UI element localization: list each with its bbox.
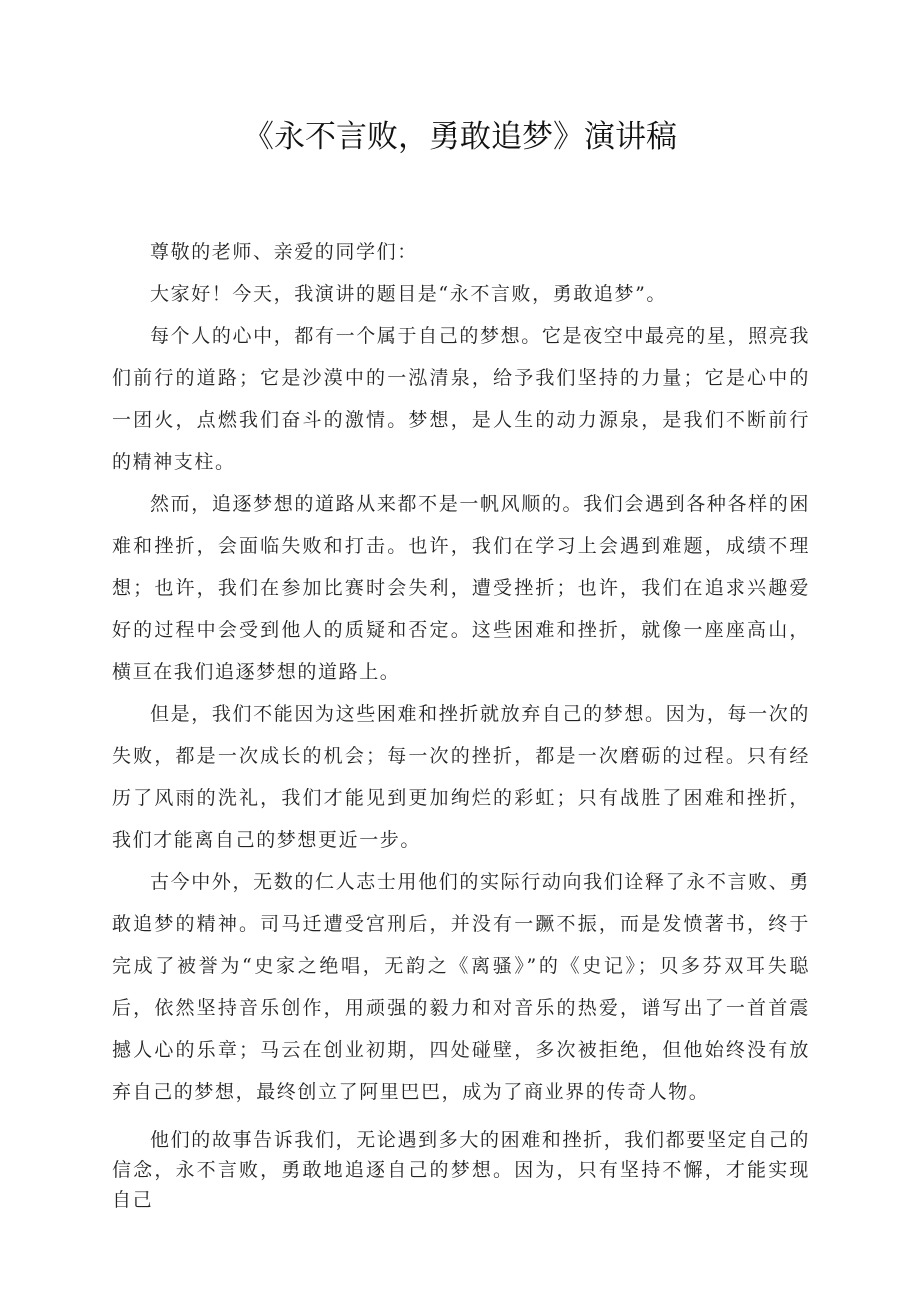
paragraph-difficulties: 然而，追逐梦想的道路从来都不是一帆风顺的。我们会遇到各种各样的困难和挫折，会面临失败和打击。也许，我们在学习上会遇到难题，成绩不理想；也许，我们在参加比赛时会失利，遭受挫折；也许，我们在追求兴趣爱好的过程中会受到他人的质疑和否定。这些困难和挫折，就像一座座高山，横亘在我们追逐梦想的道路上。 xyxy=(112,493,810,683)
paragraph-greeting: 大家好！今天，我演讲的题目是“永不言败，勇敢追梦”。 xyxy=(150,283,668,305)
paragraph-conclusion: 他们的故事告诉我们，无论遇到多大的困难和挫折，我们都要坚定自己的信念，永不言败，勇敢地追逐自己的梦想。因为，只有坚持不懈，才能实现自己 xyxy=(112,1129,810,1211)
paragraph-never-give-up: 但是，我们不能因为这些困难和挫折就放弃自己的梦想。因为，每一次的失败，都是一次成长的机会；每一次的挫折，都是一次磨砺的过程。只有经历了风雨的洗礼，我们才能见到更加绚烂的彩虹；只有战胜了困难和挫折，我们才能离自己的梦想更近一步。 xyxy=(112,703,810,851)
document-title: 《永不言败，勇敢追梦》演讲稿 xyxy=(243,119,677,155)
document-body xyxy=(112,231,810,1215)
paragraph-examples: 古今中外，无数的仁人志士用他们的实际行动向我们诠释了永不言败、勇敢追梦的精神。司马迁遭受宫刑后，并没有一蹶不振，而是发愤著书，终于完成了被誉为“史家之绝唱，无韵之《离骚》”的《史记》；贝多芬双耳失聪后，依然坚持音乐创作，用顽强的毅力和对音乐的热爱，谱写出了一首首震撼人心的乐章；马云在创业初期，四处碰壁，多次被拒绝，但他始终没有放弃自己的梦想，最终创立了阿里巴巴，成为了商业界的传奇人物。 xyxy=(112,871,810,1103)
paragraph-salutation: 尊敬的老师、亲爱的同学们： xyxy=(150,241,418,263)
paragraph-dream: 每个人的心中，都有一个属于自己的梦想。它是夜空中最亮的星，照亮我们前行的道路；它是沙漠中的一泓清泉，给予我们坚持的力量；它是心中的一团火，点燃我们奋斗的激情。梦想，是人生的动力源泉，是我们不断前行的精神支柱。 xyxy=(112,325,810,473)
